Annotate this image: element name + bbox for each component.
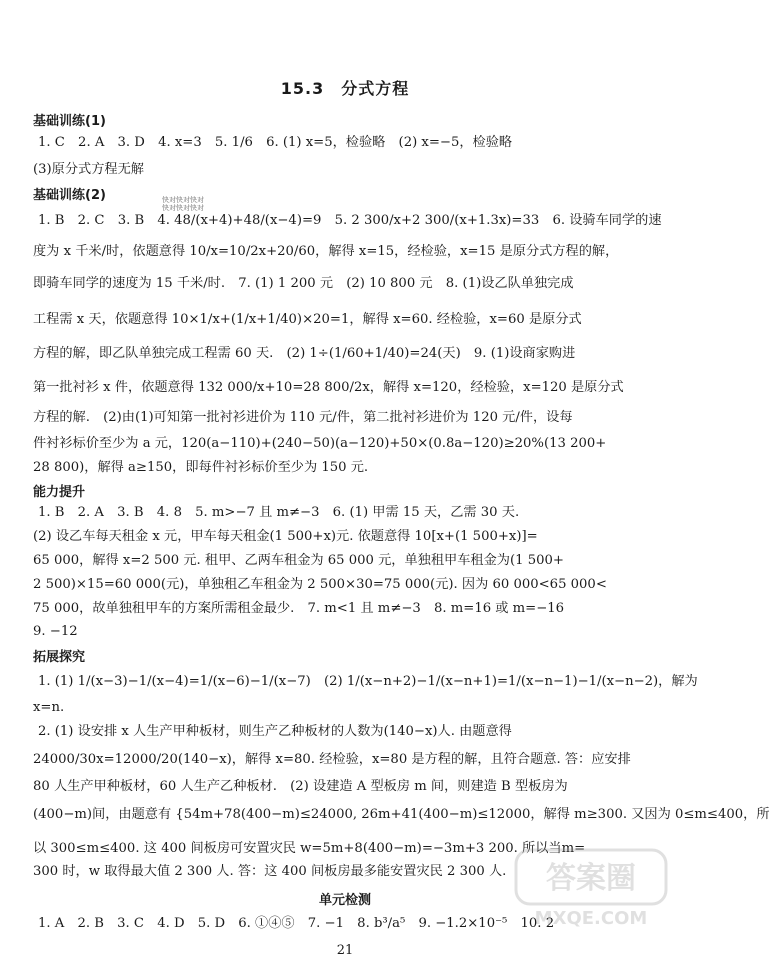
answer-line: 9. −12 (33, 624, 78, 639)
answer-line: 件衬衫标价至少为 a 元，120(a−110)+(240−50)(a−120)+50×(0.8a−120)≥20%(13 200+ (33, 436, 607, 451)
answer-line: 1. B 2. C 3. B 4. 48/(x+4)+48/(x−4)=9 5. 2 300/x+2 300/(x+1.3x)=33 6. 设骑车同学的速 (38, 213, 662, 228)
answer-line: 即骑车同学的速度为 15 千米/时. 7. (1) 1 200 元 (2) 10 800 元 8. (1)设乙队单独完成 (33, 276, 574, 291)
heading-unit-test: 单元检测 (318, 893, 371, 908)
answer-line: 1. B 2. A 3. B 4. 8 5. m>−7 且 m≠−3 6. (1) 甲需 15 天，乙需 30 天. (38, 505, 520, 520)
answer-line: (3)原分式方程无解 (33, 162, 144, 177)
answer-line: 28 800)，解得 a≥150，即每件衬衫标价至少为 150 元. (33, 460, 369, 475)
answer-line: 方程的解，即乙队单独完成工程需 60 天. (2) 1÷(1/60+1/40)=24(天) 9. (1)设商家购进 (33, 346, 576, 361)
answer-line: 1. (1) 1/(x−3)−1/(x−4)=1/(x−6)−1/(x−7) (2) 1/(x−n+2)−1/(x−n+1)=1/(x−n−1)−1/(x−n−2)，解为 (38, 674, 698, 689)
answer-line: 80 人生产甲种板材，60 人生产乙种板材. (2) 设建造 A 型板房 m 间，则建造 B 型板房为 (33, 779, 568, 794)
svg-text:答案圈: 答案圈 (546, 861, 636, 896)
stamp: 快对快对快对 快对快对快对 (162, 196, 204, 212)
answer-line: x=n. (33, 700, 65, 715)
answer-line: 300 时，w 取得最大值 2 300 人. 答：这 400 间板房最多能安置灾民 2 300 人. (33, 864, 507, 879)
answer-line: (2) 设乙车每天租金 x 元，甲车每天租金(1 500+x)元. 依题意得 10[x+(1 500+x)]= (33, 529, 538, 544)
answer-line: 度为 x 千米/时，依题意得 10/x=10/2x+20/60，解得 x=15，经检验，x=15 是原分式方程的解， (33, 244, 619, 259)
answer-line: 第一批衬衫 x 件，依题意得 132 000/x+10=28 800/2x，解得 x=120，经检验，x=120 是原分式 (33, 380, 624, 395)
answer-line: 1. C 2. A 3. D 4. x=3 5. 1/6 6. (1) x=5，检验略 (2) x=−5，检验略 (38, 135, 513, 150)
answer-line: 以 300≤m≤400. 这 400 间板房可安置灾民 w=5m+8(400−m)=−3m+3 200. 所以当m= (33, 841, 586, 856)
svg-text:MXQE.COM: MXQE.COM (534, 908, 648, 929)
answer-line: (400−m)间，由题意有 {54m+78(400−m)≤24000, 26m+41(400−m)≤12000，解得 m≥300. 又因为 0≤m≤400，所 (33, 807, 770, 822)
answer-line: 1. A 2. B 3. C 4. D 5. D 6. ①④⑤ 7. −1 8. b³/a⁵ 9. −1.2×10⁻⁵ 10. 2 (38, 916, 555, 931)
answer-line: 75 000，故单独租甲车的方案所需租金最少. 7. m<1 且 m≠−3 8. m=16 或 m=−16 (33, 601, 565, 616)
section-title: 15.3 分式方程 (280, 79, 410, 98)
answer-line: 2. (1) 设安排 x 人生产甲种板材，则生产乙种板材的人数为(140−x)人. 由题意得 (38, 724, 512, 739)
heading-basic-2: 基础训练(2) (33, 188, 106, 203)
answer-line: 2 500)×15=60 000(元)，单独租乙车租金为 2 500×30=75 000(元). 因为 60 000<65 000< (33, 577, 607, 592)
heading-ability: 能力提升 (33, 485, 86, 500)
watermark-logo-icon (512, 844, 672, 934)
answer-line: 工程需 x 天，依题意得 10×1/x+(1/x+1/40)×20=1，解得 x=60. 经检验，x=60 是原分式 (33, 312, 582, 327)
watermark (512, 844, 672, 934)
heading-explore: 拓展探究 (33, 650, 86, 665)
answer-line: 65 000，解得 x=2 500 元. 租甲、乙两车租金为 65 000 元，单独租甲车租金为(1 500+ (33, 553, 564, 568)
page-number: 21 (336, 943, 354, 958)
heading-basic-1: 基础训练(1) (33, 114, 106, 129)
answer-line: 24000/30x=12000/20(140−x)，解得 x=80. 经检验，x=80 是方程的解，且符合题意. 答：应安排 (33, 752, 631, 767)
answer-line: 方程的解. (2)由(1)可知第一批衬衫进价为 110 元/件，第二批衬衫进价为 120 元/件，设每 (33, 410, 573, 425)
